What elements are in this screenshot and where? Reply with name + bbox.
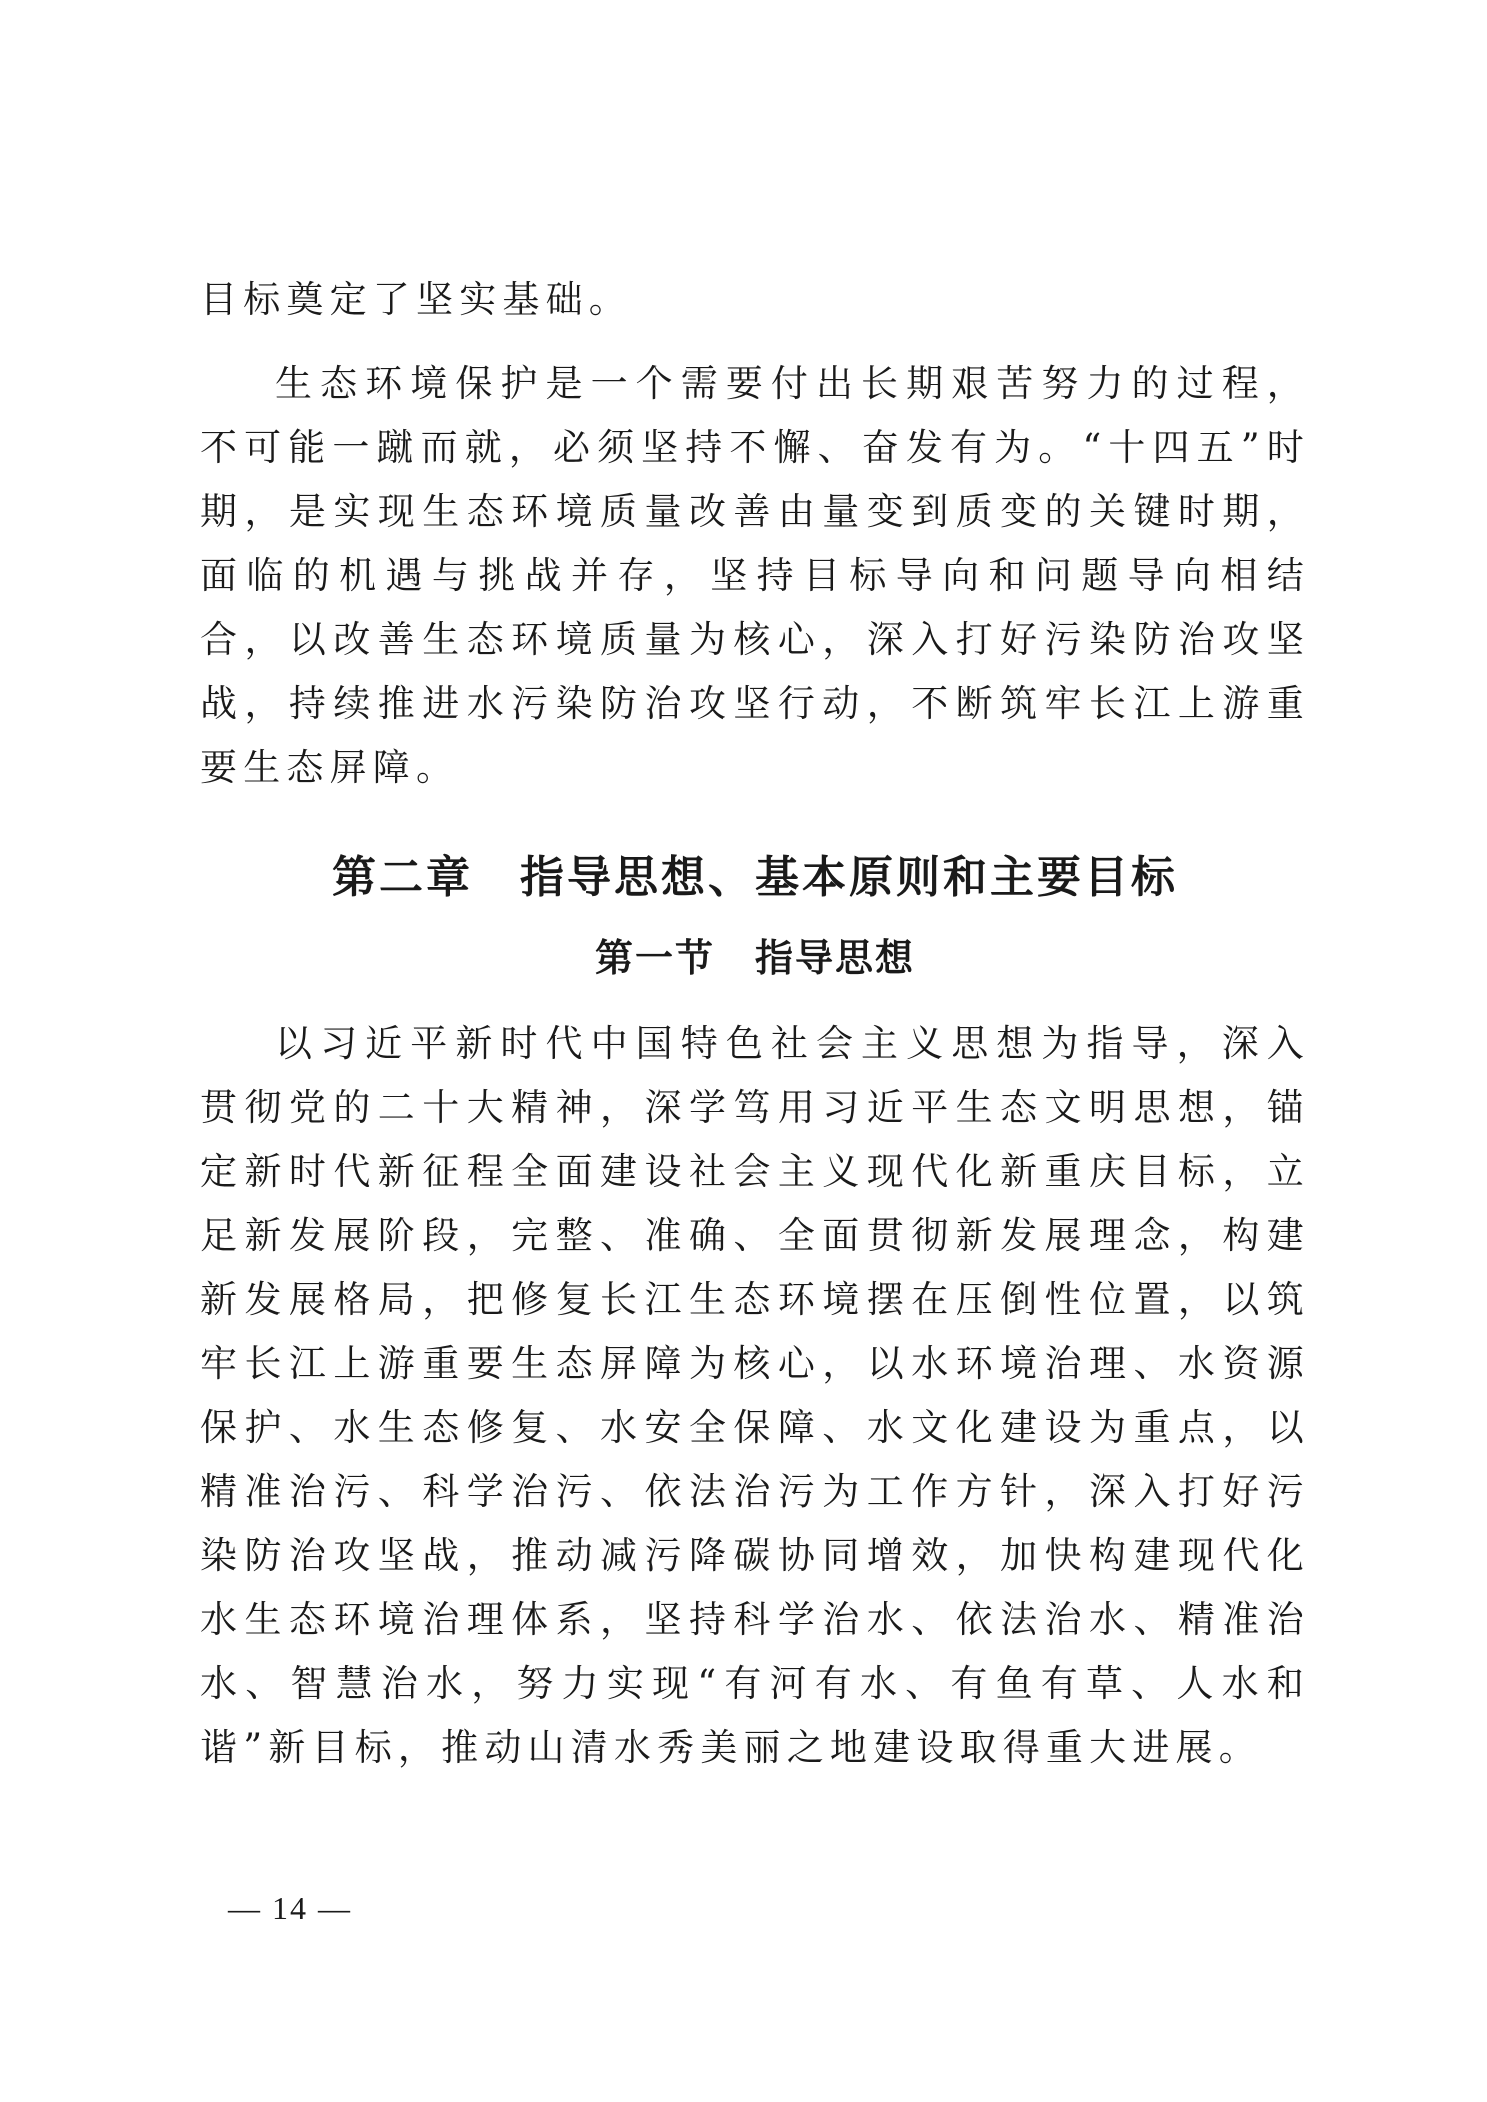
paragraph-ecology-protection: 生态环境保护是一个需要付出长期艰苦努力的过程，不可能一蹴而就，必须坚持不懈、奋发有为。“十四五”时期，是实现生态环境质量改善由量变到质变的关键时期，面临的机遇与挑战并存，坚持目标导向和问题导向相结合，以改善生态环境质量为核心，深入打好污染防治攻坚战，持续推进水污染防治攻坚行动，不断筑牢长江上游重要生态屏障。 (200, 362, 1310, 789)
page-number: — 14 — (228, 1890, 352, 1926)
paragraph-guiding-thought: 以习近平新时代中国特色社会主义思想为指导，深入贯彻党的二十大精神，深学笃用习近平生态文明思想，锚定新时代新征程全面建设社会主义现代化新重庆目标，立足新发展阶段，完整、准确、全面贯彻新发展理念，构建新发展格局，把修复长江生态环境摆在压倒性位置，以筑牢长江上游重要生态屏障为核心，以水环境治理、水资源保护、水生态修复、水安全保障、水文化建设为重点，以精准治污、科学治污、依法治污为工作方针，深入打好污染防治攻坚战，推动减污降碳协同增效，加快构建现代化水生态环境治理体系，坚持科学治水、依法治水、精准治水、智慧治水，努力实现“有河有水、有鱼有草、人水和谐”新目标，推动山清水秀美丽之地建设取得重大进展。 (200, 1022, 1310, 1769)
section-title: 第一节 指导思想 (594, 936, 915, 980)
paragraph-continuation: 目标奠定了坚实基础。 (200, 278, 632, 321)
chapter-title: 第二章 指导思想、基本原则和主要目标 (332, 852, 1178, 903)
